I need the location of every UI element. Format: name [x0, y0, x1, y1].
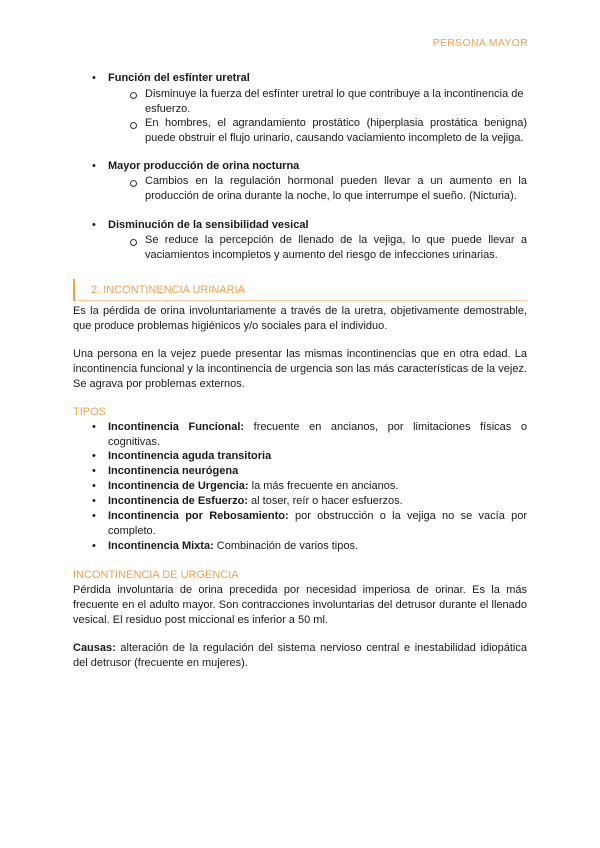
tipo-name: Incontinencia por Rebosamiento:	[108, 510, 289, 522]
list-subitem: Disminuye la fuerza del esfínter uretral lo que contribuye a la incontinencia de esfuerzo.	[145, 88, 524, 115]
running-header: PERSONA MAYOR	[432, 37, 528, 49]
bullet-dot: •	[92, 160, 96, 172]
bullet-dot: •	[92, 465, 96, 477]
tipo-name: Incontinencia aguda transitoria	[108, 450, 272, 462]
list-subitem: En hombres, el agrandamiento prostático (hiperplasia prostática benigna) puede obstruir el flujo urinario, causando vaciamiento incompleto de la vejiga.	[145, 117, 527, 144]
tipo-item	[108, 449, 527, 464]
paragraph: Una persona en la vejez puede presentar las mismas incontinencias que en otra edad. La incontinencia funcional y la incontinencia de urgencia son las más características de la vejez. Se agrava por problemas externos.	[73, 348, 527, 390]
causas-label: Causas:	[73, 642, 116, 654]
list-subitem: Se reduce la percepción de llenado de la vejiga, lo que puede llevar a vaciamientos incompletos y aumento del riesgo de infecciones urinarias.	[145, 234, 527, 261]
tipo-desc: la más frecuente en ancianos.	[248, 480, 399, 492]
tipo-item	[108, 509, 527, 539]
section-heading: 2. INCONTINENCIA URINARIA	[91, 284, 246, 296]
bullet-dot: •	[92, 495, 96, 507]
circle-bullet-icon	[130, 239, 137, 246]
list-item-title: Mayor producción de orina nocturna	[108, 160, 300, 172]
section-accent-bar	[73, 279, 75, 301]
bullet-dot: •	[92, 540, 96, 552]
tipo-desc: Combinación de varios tipos.	[213, 540, 359, 552]
bullet-dot: •	[92, 219, 96, 231]
circle-bullet-icon	[130, 180, 137, 187]
section-divider	[75, 300, 527, 301]
tipo-item	[108, 494, 527, 509]
tipo-desc: al toser, reír o hacer esfuerzos.	[247, 495, 403, 507]
circle-bullet-icon	[130, 92, 137, 99]
bullet-dot: •	[92, 72, 96, 84]
circle-bullet-icon	[130, 122, 137, 129]
bullet-dot: •	[92, 480, 96, 492]
list-item-title: Disminución de la sensibilidad vesical	[108, 219, 309, 231]
tipo-item	[108, 464, 527, 479]
subheading-urgencia: INCONTINENCIA DE URGENCIA	[73, 569, 239, 581]
bullet-dot: •	[92, 510, 96, 522]
paragraph: Es la pérdida de orina involuntariamente a través de la uretra, objetivamente demostrable, que produce problemas higiénicos y/o sociales para el individuo.	[73, 305, 527, 332]
subheading-tipos: TIPOS	[73, 406, 107, 418]
tipo-name: Incontinencia Funcional:	[108, 421, 245, 433]
list-item-title: Función del esfínter uretral	[108, 72, 250, 84]
bullet-dot: •	[92, 421, 96, 433]
bullet-dot: •	[92, 450, 96, 462]
list-subitem: Cambios en la regulación hormonal pueden llevar a un aumento en la producción de orina durante la noche, lo que interrumpe el sueño. (Nicturia).	[145, 175, 527, 202]
tipo-name: Incontinencia de Esfuerzo:	[108, 495, 248, 507]
tipo-item	[108, 539, 527, 554]
tipo-desc: por obstrucción o la vejiga no se vacía por completo.	[108, 510, 528, 537]
causas-paragraph	[73, 641, 527, 671]
tipo-item	[108, 479, 527, 494]
paragraph: Pérdida involuntaria de orina precedida por necesidad imperiosa de orinar. Es la más frecuente en el adulto mayor. Son contracciones involuntarias del detrusor durante el llenado vesical. El residuo post miccional es inferior a 50 ml.	[73, 584, 527, 626]
tipo-desc: frecuente en ancianos, por limitaciones físicas o cognitivas.	[108, 421, 527, 448]
tipo-name: Incontinencia Mixta:	[108, 540, 214, 552]
causas-text: alteración de la regulación del sistema nervioso central e inestabilidad idiopática del detrusor (frecuente en mujeres).	[73, 642, 527, 669]
tipo-name: Incontinencia de Urgencia:	[108, 480, 249, 492]
tipo-item	[108, 420, 527, 450]
tipo-name: Incontinencia neurógena	[108, 465, 239, 477]
